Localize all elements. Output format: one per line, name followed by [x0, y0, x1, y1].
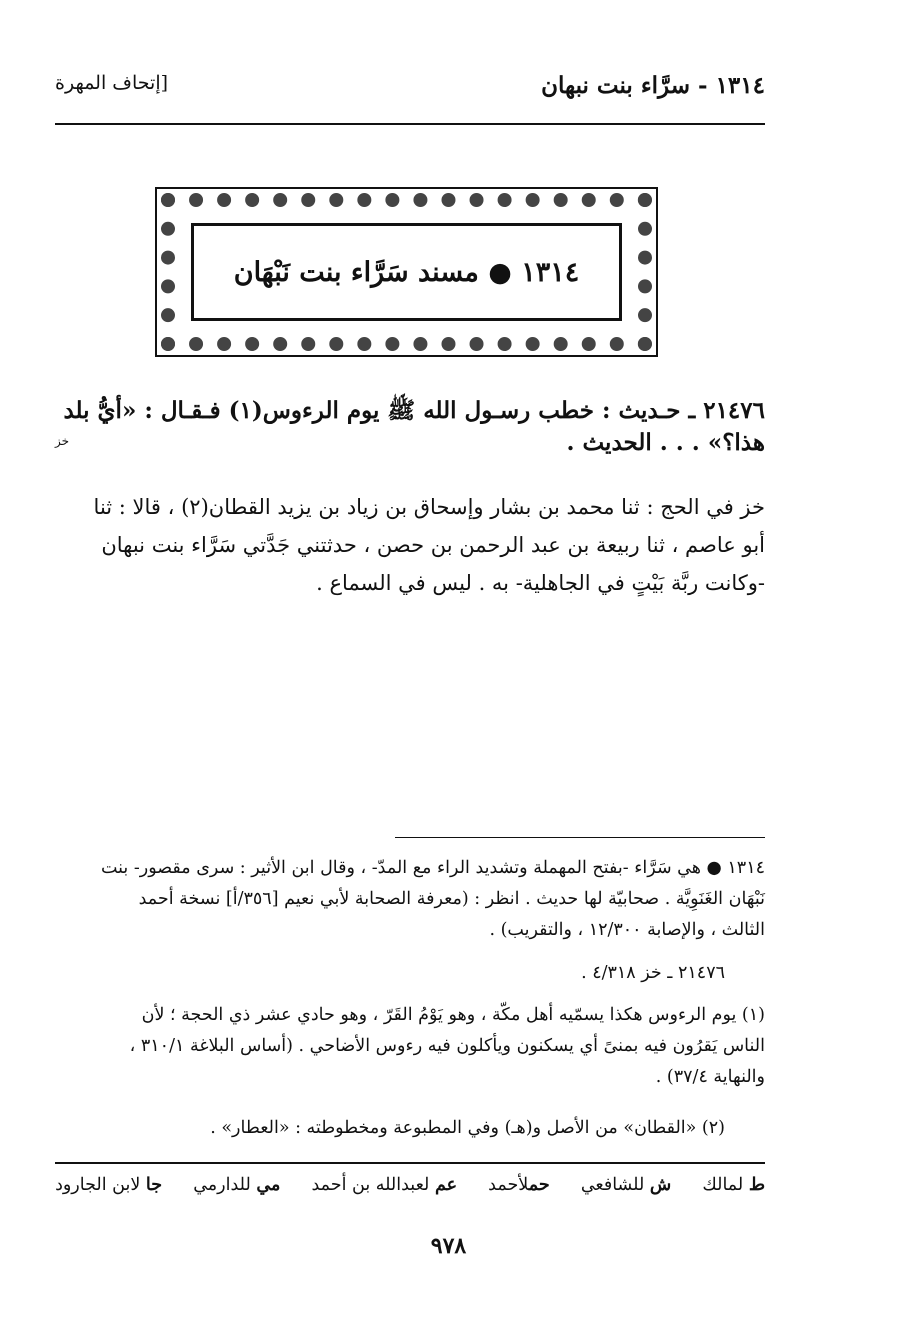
abbreviation-rule — [55, 1162, 765, 1164]
sigla-marker: خز — [55, 434, 70, 448]
isnad-line-2: أبو عاصم ، ثنا ربيعة بن عبد الرحمن بن حصن ، حدثتني جَدَّتي سَرَّاء بنت نبهان — [101, 533, 765, 557]
footnote-1 — [55, 1000, 765, 1093]
footnote-rule — [395, 837, 765, 838]
isnad-line-1: خز في الحج : ثنا محمد بن بشار وإسحاق بن زياد بن يزيد القطان(٢) ، قالا : ثنا — [93, 495, 765, 519]
footnote-1314 — [55, 853, 765, 946]
abbreviation-item: مي للدارمي — [193, 1175, 281, 1195]
abbreviation-item: ط لمالك — [702, 1175, 765, 1195]
footnote-line: الناس يَقرُون فيه بمنىً أي يسكنون ويأكلون فيه رءوس الأضاحي . (أساس البلاغة ٣١٠/١ ، — [129, 1036, 765, 1056]
abbreviation-item: ش للشافعي — [580, 1175, 672, 1195]
running-header — [55, 72, 765, 112]
book-title: [إتحاف المهرة — [55, 72, 169, 94]
section-heading-frame — [155, 187, 658, 357]
hadith-text — [55, 395, 765, 459]
abbreviation-item: حملأحمد — [488, 1175, 550, 1195]
footnote-line: ١٣١٤ ● هي سَرَّاء -بفتح المهملة وتشديد الراء مع المدّ- ، وقال ابن الأثير : سرى مقصور- بنت — [100, 858, 765, 878]
isnad-line-3: -وكانت ربَّة بَيْتٍ في الجاهلية- به . ليس في السماع . — [316, 571, 765, 595]
hadith-line-1: ٢١٤٧٦ ـ حـديث : خطب رسـول الله ﷺ يوم الرءوس(١) فـقـال : «أيُّ بلد — [63, 397, 765, 424]
footnote-line: نَبْهَان الغَنَوِيَّة . صحابيّة لها حديث . انظر : (معرفة الصحابة لأبي نعيم [٣٥٦/أ] نسخة أحمد — [138, 889, 765, 909]
abbreviation-item: جا لابن الجارود — [55, 1175, 163, 1195]
page-number: ٩٧٨ — [430, 1233, 467, 1259]
footnote-2 — [55, 1113, 765, 1144]
hadith-line-2: هذا؟» . . . الحديث . — [566, 429, 765, 456]
section-heading-box — [191, 223, 622, 321]
abbreviation-item: عم لعبدالله بن أحمد — [311, 1175, 458, 1195]
abbreviation-key — [55, 1175, 765, 1195]
footnote-line: ٢١٤٧٦ ـ خز ٤/٣١٨ . — [581, 963, 725, 983]
footnote-line: الثالث ، والإصابة ١٢/٣٠٠ ، والتقريب) . — [489, 920, 765, 940]
footnote-line: والنهاية ٣٧/٤) . — [655, 1067, 765, 1087]
header-rule — [55, 123, 765, 125]
footnote-line: (١) يوم الرءوس هكذا يسمّيه أهل مكّة ، وهو يَوْمُ القَرّ ، وهو حادي عشر ذي الحجة ؛ لأن — [141, 1005, 765, 1025]
isnad-text — [55, 488, 765, 602]
footnote-21476 — [55, 958, 765, 989]
section-heading: ١٣١٤ ● مسند سَرَّاء بنت نَبْهَان — [233, 256, 580, 288]
footnote-line: (٢) «القطان» من الأصل و(هـ) وفي المطبوعة ومخطوطته : «العطار» . — [210, 1118, 725, 1138]
running-title: ١٣١٤ - سرَّاء بنت نبهان — [541, 72, 765, 99]
